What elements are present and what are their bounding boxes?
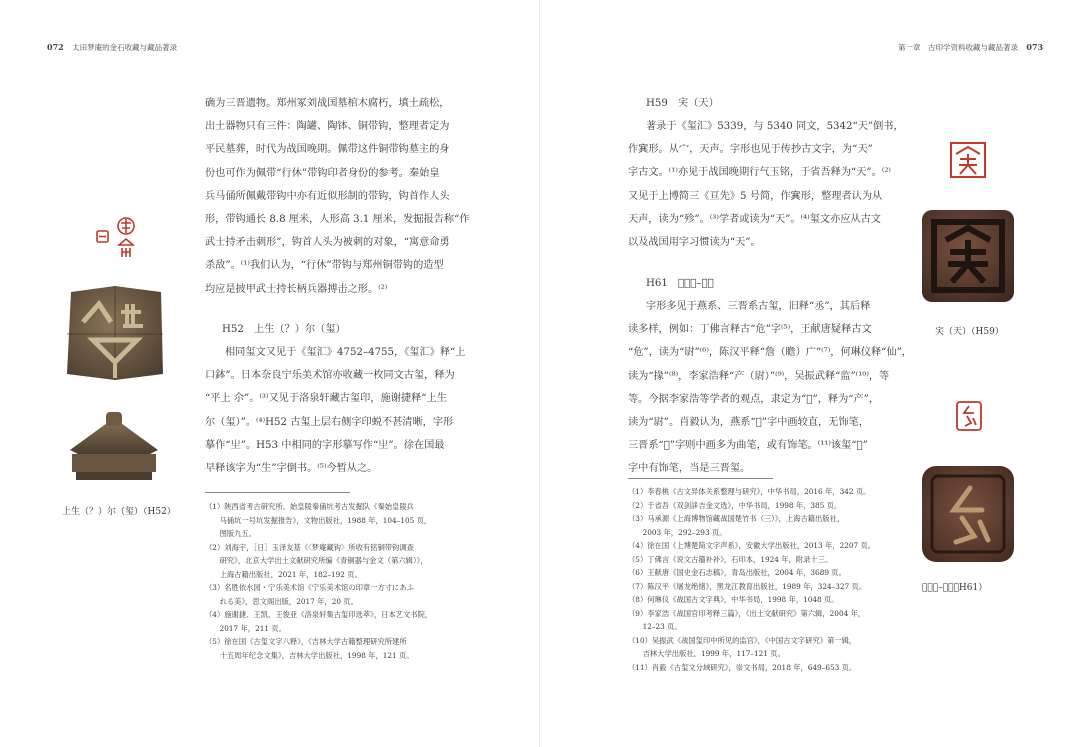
text-line: 字古文。⁽¹⁾亦见于战国晚期行气玉铭，于省吾释为“天”。⁽²⁾ — [628, 167, 891, 179]
text-line: 确为三晋遗物。郑州冢刘战国墓棺木腐朽，填土疏松， — [205, 98, 450, 109]
seal-impression-h59 — [948, 140, 988, 180]
footnote: 十五周年纪念文集》，吉林大学出版社，1998 年，121 页。 — [205, 650, 414, 660]
footnote: （1）李春桃《古文异体关系整理与研究》，中华书局，2016 年，342 页。 — [628, 487, 871, 496]
footnote: （3）名胜依水园・宁乐美术馆《宁乐美术馆の印章一方寸にあふ — [205, 583, 414, 592]
right-running-head — [898, 42, 1043, 53]
footnote: （11）肖毅《古玺文分域研究》，崇文书局，2018 年，649–653 页。 — [628, 662, 857, 672]
seal-photo-h52-side — [62, 408, 166, 484]
text-line: 三晋系“𠨖”字则中画多为曲笔，或有饰笔。⁽¹¹⁾该玺“𠨖” — [628, 440, 868, 452]
heading-h59: H59 宎（天） — [646, 98, 719, 109]
left-running-head — [47, 42, 177, 53]
right-paragraph-2 — [628, 295, 912, 481]
caption-h59: 宎（天）（H59） — [935, 327, 1004, 337]
text-line: 又见于上博简三《亘先》5 号简，作𡨄形，整理者认为从 — [628, 190, 883, 202]
text-line: 形，带钩通长 8.8 厘米，人形高 3.1 厘米，发掘报告称“作 — [205, 214, 470, 226]
footnote: 吉林大学出版社，1999 年，117–121 页。 — [628, 649, 785, 658]
text-line: 摹作“𤯓”。H53 中相同的字形摹写作“𤯓”。徐在国最 — [205, 439, 445, 451]
footnote: 上海古籍出版社，2021 年，182–192 页。 — [205, 569, 362, 579]
text-line: 份也可作为佩带“行休”带钩印者身份的参考。秦始皇 — [205, 167, 440, 179]
heading-h52: H52 上生（？）尔（玺） — [222, 324, 346, 335]
footnote: （6）王献唐《国史金石志稿》，青岛出版社，2004 年，3689 页。 — [628, 568, 846, 577]
text-line: 读为“掾”⁽⁸⁾，李家浩释“产（尉）”⁽⁹⁾，吴振武释“监”⁽¹⁰⁾，等 — [628, 370, 890, 382]
footnote: （10）吴振武《战国玺印中所见的监官》，《中国古文字研究》第一辑， — [628, 635, 857, 645]
text-line: 作𡨄形。从宀，天声。字形也见于传抄古文字，为“天” — [628, 144, 873, 156]
footnote: 2017 年，211 页。 — [205, 623, 286, 633]
right-running-title: 第一章 古印学资料收藏与藏品著录 — [898, 43, 1018, 52]
text-line: 口鉢”。日本奈良宁乐美术馆亦收藏一枚同文古玺，释为 — [205, 370, 455, 382]
text-line: 早释该字为“生”字倒书。⁽⁵⁾今暂从之。 — [205, 463, 378, 475]
text-line: 读多样，例如：丁佛言释古“危”字⁽⁵⁾，王献唐疑释古文 — [628, 324, 872, 336]
footnote: （5）徐在国《古玺文字八释》，《吉林大学古籍整理研究所建所 — [205, 637, 407, 646]
footnote: 研究》，北京大学出土文献研究所编《青铜器与金文（第六辑）》， — [205, 556, 428, 565]
footnote: 12–23 页。 — [628, 622, 682, 631]
footnote: （2）于省吾《双剑誃吉金文选》，中华书局，1998 年，385 页。 — [628, 500, 842, 510]
footnote: 马俑坑一号坑发掘报告》，文物出版社，1988 年，104–105 页， — [205, 515, 432, 525]
seal-impression-h61 — [954, 399, 984, 433]
text-line: 尔（玺）”。⁽⁴⁾H52 古玺上层右侧字印蜕不甚清晰，字形 — [205, 416, 454, 428]
text-line: 出土器物只有三件：陶罐、陶钵、铜带钩，整理者定为 — [205, 121, 450, 133]
text-line: 相同玺文又见于《玺汇》4752–4755，《玺汇》释“上 — [225, 347, 466, 358]
footnote: （2）刘海宇，［日］玉泽友基《〈梦庵藏钩〉所收有铭铜带钩调查 — [205, 542, 414, 552]
text-line: 平民墓葬，时代为战国晚期。佩带这件铜带钩墓主的身 — [205, 144, 450, 156]
caption-h61: 𠨖（产–尉）（H61） — [922, 583, 988, 593]
seal-impression-h52 — [95, 215, 141, 261]
right-paragraph-1 — [628, 115, 903, 254]
right-page — [540, 0, 1080, 747]
seal-photo-h59 — [918, 206, 1018, 306]
text-line: “平上 尒”。⁽³⁾又见于洛泉轩藏古玺印，施谢捷释“上生 — [205, 393, 447, 405]
footnote: 2003 年，292–293 页。 — [628, 527, 727, 537]
footnote: （4）徐在国《上博楚简文字声系》，安徽大学出版社，2013 年，2207 页。 — [628, 541, 876, 550]
left-footnotes — [205, 500, 475, 662]
left-running-title: 太田梦庵的金石收藏与藏品著录 — [72, 43, 178, 52]
text-line: 字中有饰笔，当是三晋玺。 — [628, 463, 751, 475]
text-line: 均应是披甲武士持长柄兵器搏击之形。⁽²⁾ — [205, 283, 388, 295]
text-line: “危”，读为“尉”⁽⁶⁾，陈汉平释“詹（瞻）广”⁽⁷⁾，何琳仪释“仙”， — [628, 347, 912, 359]
left-paragraph-2 — [205, 341, 475, 480]
text-line: 著录于《玺汇》5339，与 5340 同文，5342“天”倒书， — [646, 121, 904, 132]
heading-h61: H61 𠨖（产–尉） — [646, 278, 714, 289]
text-line: 以及战国用字习惯读为“天”。 — [628, 237, 761, 249]
text-line: 兵马俑所佩戴带钩中亦有近似形制的带钩，钩首作人头 — [205, 190, 450, 202]
footnote: 图版九五。 — [205, 529, 257, 538]
text-line: 天声，读为“殄”。⁽³⁾学者或读为“天”。⁽⁴⁾玺文亦应从古文 — [628, 213, 881, 225]
left-paragraph-1 — [205, 92, 475, 301]
footnote: （9）李家浩《战国官印考释三篇》，《出土文献研究》第六辑，2004 年， — [628, 608, 866, 618]
seal-photo-h52-face — [63, 282, 167, 382]
footnote: （8）何琳仪《战国古文字典》，中华书局，1998 年，1048 页。 — [628, 595, 839, 604]
footnote: れる美》，思文阁出版，2017 年，20 页。 — [205, 596, 358, 606]
text-line: 杀敌”。⁽¹⁾我们认为，“行休”带钩与郑州铜带钩的造型 — [205, 260, 444, 272]
footnote: （4）施谢捷、王凯、王俊亚《洛泉轩集古玺印选萃》，日本艺文书院， — [205, 610, 433, 619]
text-line: 武士持矛击刺形”，钩首人头为被刺的对象，“寓意命勇 — [205, 237, 450, 249]
text-line: 读为“尉”。肖毅认为，燕系“𠨖”字中画较直，无饰笔， — [628, 417, 869, 429]
text-line: 字形多见于燕系、三晋系古玺，旧释“丞”，其后释 — [646, 301, 871, 312]
footnote: （7）陈汉平《屠龙绝绪》，黑龙江教育出版社，1989 年，324–327 页。 — [628, 581, 867, 591]
text-line: 等。今据李家浩等学者的观点，隶定为“𠨖”，释为“产”， — [628, 393, 880, 405]
right-footnotes — [628, 485, 918, 674]
left-page-number: 072 — [47, 42, 64, 52]
seal-photo-h61 — [918, 462, 1018, 566]
footnote: （5）丁佛言《说文古籀补补》，石印本，1924 年，附录十三。 — [628, 554, 833, 564]
footnote-rule-left — [205, 492, 350, 493]
footnote: （1）陕西省考古研究所、始皇陵秦俑坑考古发掘队《秦始皇陵兵 — [205, 502, 414, 511]
footnote-rule-right — [628, 478, 773, 479]
footnote: （3）马承源《上海博物馆藏战国楚竹书（三）》，上海古籍出版社， — [628, 514, 845, 523]
right-page-number: 073 — [1026, 42, 1044, 52]
caption-h52: 上生（？）尔（玺）（H52） — [62, 507, 176, 517]
